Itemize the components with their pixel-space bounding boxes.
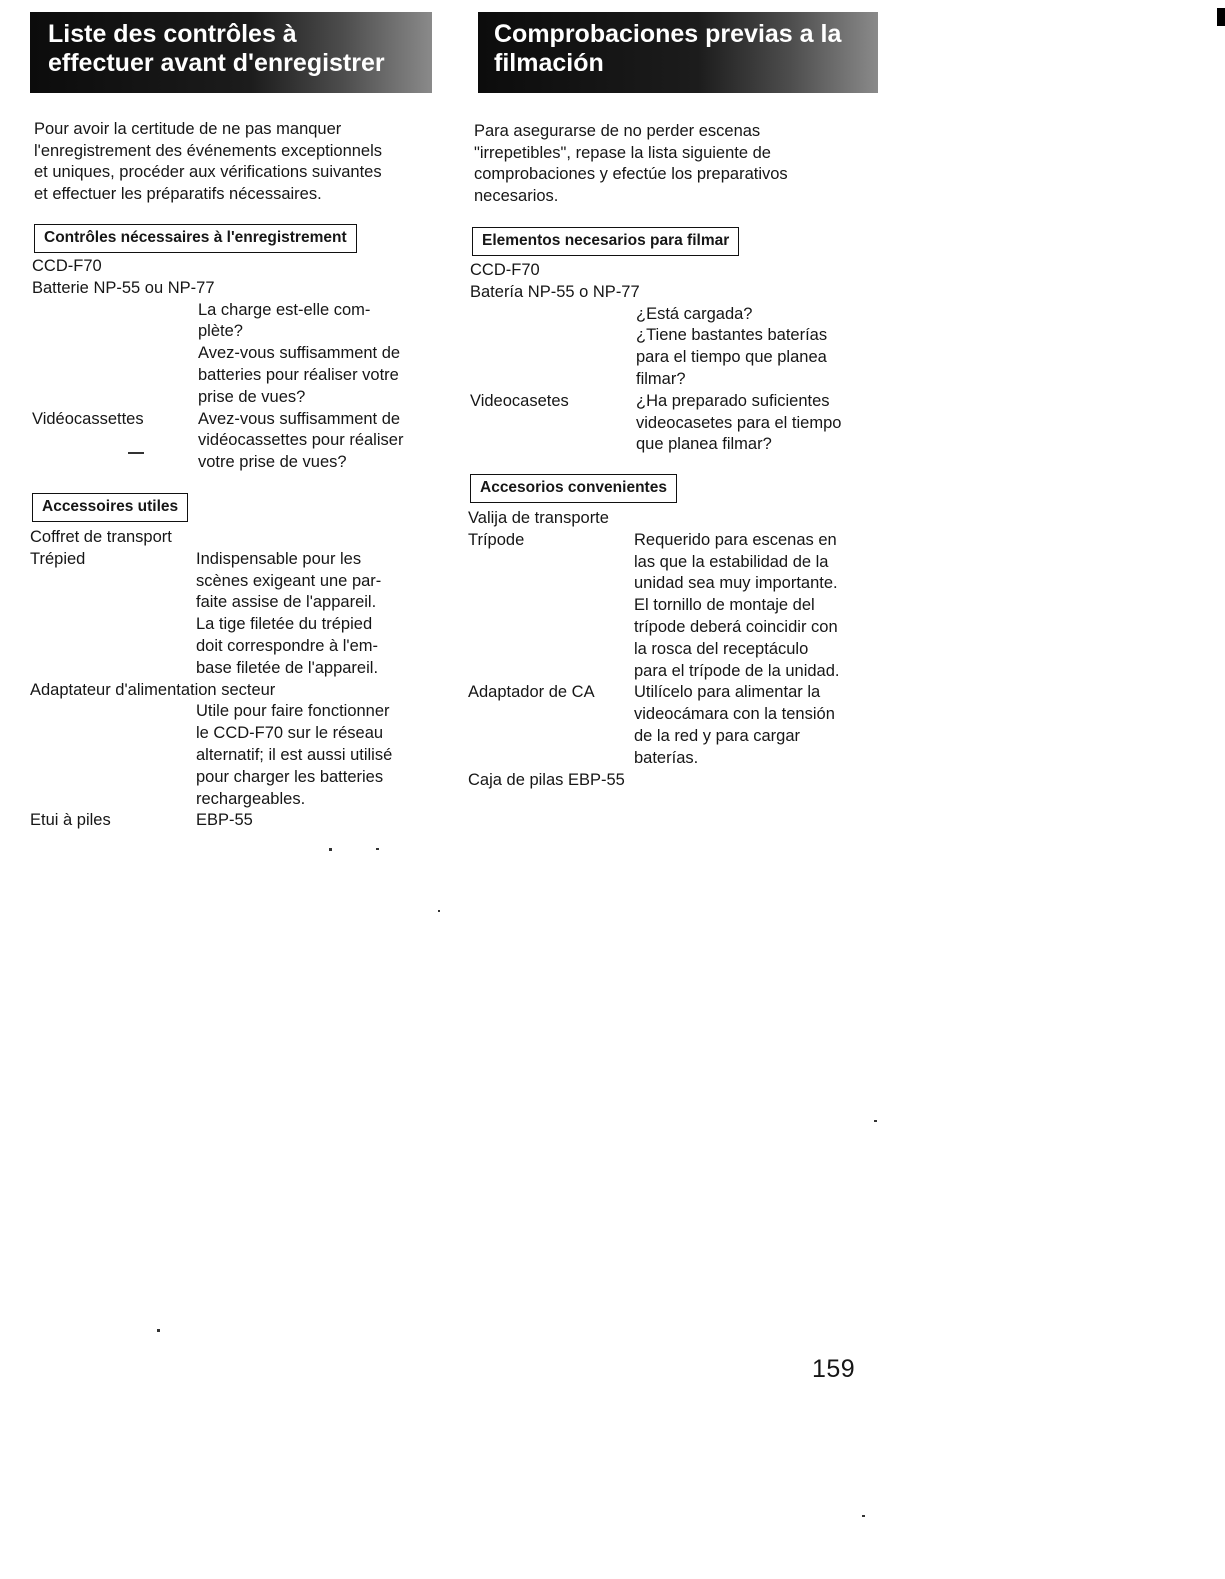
description-line: Indispensable pour les	[196, 549, 362, 568]
list-item-description	[32, 300, 442, 409]
description-line: alternatif; il est aussi utilisé	[196, 745, 393, 764]
french-title-line-1: Liste des contrôles à	[48, 20, 297, 48]
list-item-description: EBP-55	[196, 811, 253, 830]
spanish-section2-list	[468, 508, 888, 791]
description-line: Avez-vous suffisamment de	[198, 344, 401, 363]
list-item: Batterie NP-55 ou NP-77	[32, 278, 215, 297]
description-line: prise de vues?	[198, 387, 306, 406]
list-item	[30, 549, 440, 680]
french-intro-line: l'enregistrement des événements exceptionnels	[34, 141, 383, 160]
list-item-description	[198, 409, 403, 474]
scan-speck	[862, 1515, 865, 1517]
french-title-line-2: effectuer avant d'enregistrer	[48, 49, 385, 77]
list-item: CCD-F70	[470, 261, 540, 279]
french-section2-heading: Accessoires utiles	[32, 493, 188, 522]
list-item-term: Trépied	[30, 549, 86, 568]
spanish-section1-list	[470, 260, 890, 456]
scan-speck	[128, 452, 144, 454]
list-item-term: Trípode	[468, 530, 525, 549]
spanish-intro-line: Para asegurarse de no perder escenas	[474, 122, 761, 140]
description-line: la rosca del receptáculo	[634, 639, 809, 658]
list-item-term: Adaptador de CA	[468, 683, 595, 702]
french-intro-line: et effectuer les préparatifs nécessaires.	[34, 184, 322, 203]
list-item	[30, 810, 440, 832]
list-item: Batería NP-55 o NP-77	[470, 282, 640, 301]
description-line: le CCD-F70 sur le réseau	[196, 724, 384, 743]
spanish-intro-line: "irrepetibles", repase la lista siguiente de	[474, 143, 771, 162]
scan-speck	[438, 910, 440, 912]
description-line: faite assise de l'appareil.	[196, 593, 377, 612]
list-item-description	[196, 549, 381, 680]
description-line: plète?	[198, 322, 243, 341]
description-line: para el trípode de la unidad.	[634, 661, 840, 680]
french-intro	[34, 119, 434, 205]
page-number: 159	[812, 1355, 856, 1383]
scan-speck	[376, 848, 379, 850]
spanish-intro-line: comprobaciones y efectúe los preparativos	[474, 165, 788, 183]
french-title-banner	[30, 12, 432, 93]
description-line: trípode deberá coincidir con	[634, 617, 838, 636]
scan-speck	[157, 1329, 160, 1332]
description-line: La tige filetée du trépied	[196, 615, 373, 634]
spanish-intro	[474, 121, 884, 207]
list-item-term: Vidéocassettes	[32, 409, 144, 428]
french-section2-list	[30, 527, 440, 832]
list-item: Coffret de transport	[30, 528, 172, 546]
description-line: Avez-vous suffisamment de	[198, 409, 401, 428]
spanish-title-banner	[478, 12, 878, 93]
spanish-intro-line: necesarios.	[474, 186, 559, 205]
list-item	[470, 391, 890, 456]
french-intro-line: et uniques, procéder aux vérifications suivantes	[34, 163, 382, 181]
description-line: baterías.	[634, 748, 699, 767]
list-item: Adaptateur d'alimentation secteur	[30, 680, 276, 699]
list-item	[32, 409, 442, 474]
list-item-term: Etui à piles	[30, 811, 111, 830]
description-line: que planea filmar?	[636, 435, 772, 454]
list-item	[468, 530, 888, 683]
list-item-description	[636, 391, 841, 456]
spanish-title-line-1: Comprobaciones previas a la	[494, 20, 842, 48]
description-line: ¿Tiene bastantes baterías	[636, 326, 828, 345]
french-section1-list	[32, 256, 442, 474]
description-line: Utilícelo para alimentar la	[634, 683, 821, 702]
description-line: doit correspondre à l'em-	[196, 636, 378, 655]
description-line: filmar?	[636, 369, 686, 388]
spanish-section2-heading: Accesorios convenientes	[470, 474, 677, 503]
description-line: batteries pour réaliser votre	[198, 365, 399, 384]
list-item: Valija de transporte	[468, 509, 609, 527]
description-line: Utile pour faire fonctionner	[196, 702, 390, 721]
description-line: votre prise de vues?	[198, 453, 347, 472]
description-line: El tornillo de montaje del	[634, 596, 815, 615]
description-line: videocasetes para el tiempo	[636, 413, 842, 432]
description-line: La charge est-elle com-	[198, 300, 371, 319]
list-item-description	[30, 701, 440, 810]
list-item-description	[634, 682, 835, 769]
description-line: ¿Ha preparado suficientes	[636, 391, 830, 410]
description-line: para el tiempo que planea	[636, 348, 827, 367]
description-line: vidéocassettes pour réaliser	[198, 431, 404, 450]
scan-speck	[874, 1120, 877, 1122]
description-line: Requerido para escenas en	[634, 530, 837, 549]
list-item-description	[634, 530, 840, 683]
spanish-section1-heading: Elementos necesarios para filmar	[472, 227, 739, 256]
edge-mark	[1217, 8, 1225, 26]
description-line: de la red y para cargar	[634, 726, 801, 745]
list-item-description	[470, 304, 890, 391]
french-section1-heading: Contrôles nécessaires à l'enregistrement	[34, 224, 357, 253]
spanish-title-line-2: filmación	[494, 49, 604, 77]
description-line: las que la estabilidad de la	[634, 552, 829, 571]
list-item: CCD-F70	[32, 257, 102, 275]
description-line: rechargeables.	[196, 789, 306, 808]
description-line: pour charger les batteries	[196, 767, 384, 786]
french-intro-line: Pour avoir la certitude de ne pas manquer	[34, 120, 342, 138]
description-line: unidad sea muy importante.	[634, 574, 838, 593]
description-line: scènes exigeant une par-	[196, 571, 382, 590]
list-item	[468, 682, 888, 769]
description-line: base filetée de l'appareil.	[196, 658, 379, 677]
scan-speck	[329, 848, 332, 851]
description-line: ¿Está cargada?	[636, 304, 753, 323]
description-line: videocámara con la tensión	[634, 705, 835, 724]
list-item-term: Videocasetes	[470, 391, 569, 410]
list-item: Caja de pilas EBP-55	[468, 770, 625, 789]
